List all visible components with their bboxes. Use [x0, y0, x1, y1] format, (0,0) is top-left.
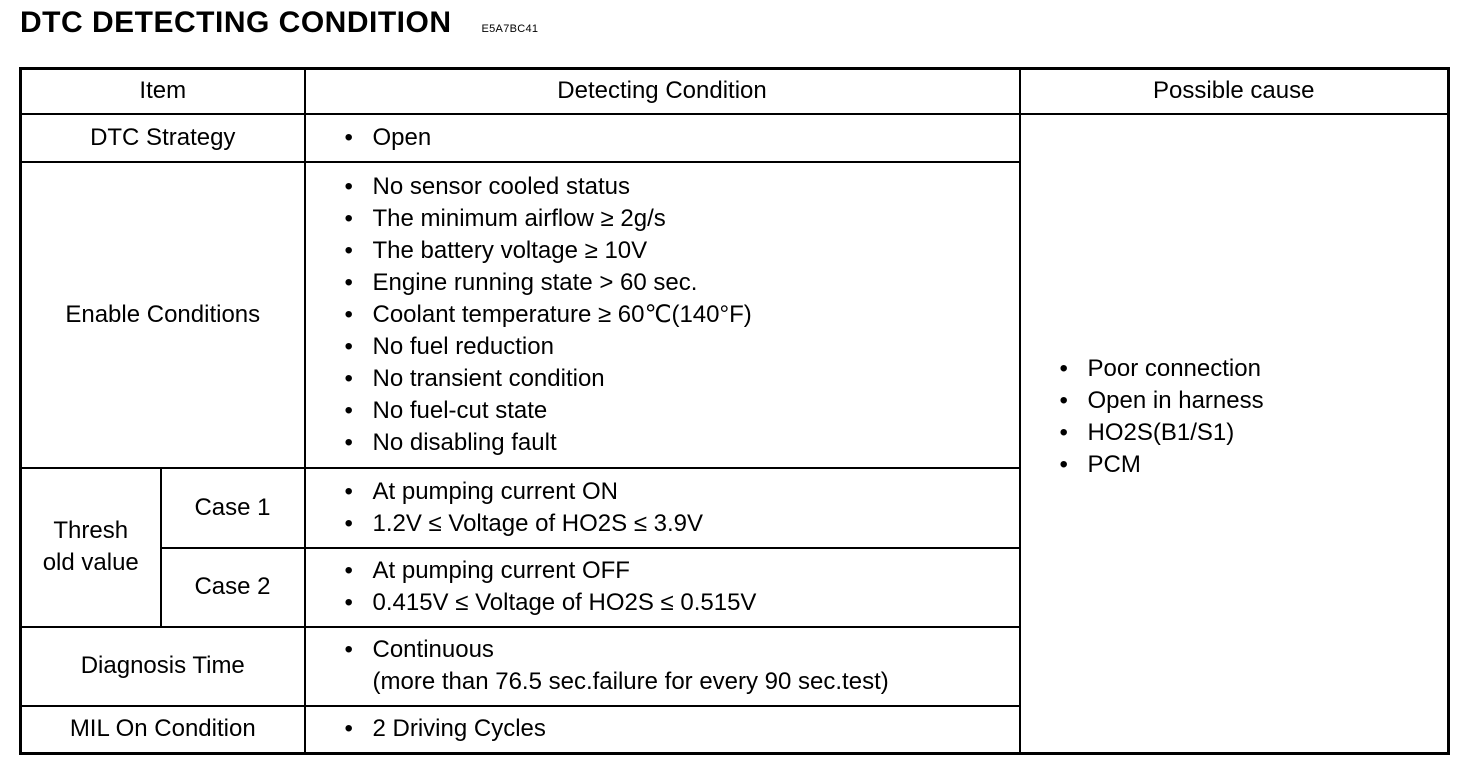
case-2-label: Case 2	[161, 548, 305, 627]
dtc-condition-table	[19, 67, 1450, 755]
case-2-conditions	[305, 548, 1020, 627]
column-header-item: Item	[21, 69, 305, 114]
list-item: • The minimum airflow ≥ 2g/s	[343, 203, 1019, 235]
column-header-possible-cause: Possible cause	[1020, 69, 1449, 114]
row-label-threshold-value	[21, 468, 161, 627]
case-1-label: Case 1	[161, 468, 305, 548]
case-1-conditions	[305, 468, 1020, 548]
page-title: DTC DETECTING CONDITION	[20, 6, 452, 39]
table-row	[21, 114, 1449, 162]
row-label-diagnosis-time: Diagnosis Time	[21, 627, 305, 706]
list-item: • Open	[343, 122, 1019, 154]
page-header	[20, 6, 538, 46]
document-code: E5A7BC41	[481, 23, 539, 35]
diagnosis-time-note: (more than 76.5 sec.failure for every 90 sec.test)	[372, 668, 889, 695]
list-item: • The battery voltage ≥ 10V	[343, 235, 1019, 267]
row-label-mil-on-condition: MIL On Condition	[21, 706, 305, 754]
list-item: • No fuel reduction	[343, 331, 1019, 363]
table-header-row	[21, 69, 1449, 114]
list-item: • No disabling fault	[343, 427, 1019, 459]
list-item: • Continuous	[343, 634, 1019, 666]
list-item: • No fuel-cut state	[343, 395, 1019, 427]
list-item: • Poor connection	[1058, 353, 1448, 385]
threshold-label-line2: old value	[42, 549, 139, 576]
row-label-enable-conditions: Enable Conditions	[21, 162, 305, 468]
list-item: • 1.2V ≤ Voltage of HO2S ≤ 3.9V	[343, 508, 1019, 540]
list-item: • Engine running state > 60 sec.	[343, 267, 1019, 299]
diagnosis-time-conditions	[305, 627, 1020, 706]
list-item: • No transient condition	[343, 363, 1019, 395]
list-item: • Open in harness	[1058, 385, 1448, 417]
threshold-label-line1: Thresh	[53, 517, 129, 544]
column-header-detecting-condition: Detecting Condition	[305, 69, 1020, 114]
list-item: • HO2S(B1/S1)	[1058, 417, 1448, 449]
list-item: • Coolant temperature ≥ 60℃(140°F)	[343, 299, 1019, 331]
list-item: • No sensor cooled status	[343, 171, 1019, 203]
list-item: • PCM	[1058, 449, 1448, 481]
list-item: • At pumping current OFF	[343, 555, 1019, 587]
list-item: • At pumping current ON	[343, 476, 1019, 508]
list-item: • 2 Driving Cycles	[343, 713, 1019, 745]
possible-cause-cell	[1020, 114, 1449, 754]
mil-on-condition-conditions	[305, 706, 1020, 754]
dtc-strategy-conditions	[305, 114, 1020, 162]
list-item: • 0.415V ≤ Voltage of HO2S ≤ 0.515V	[343, 587, 1019, 619]
enable-conditions-list	[305, 162, 1020, 468]
row-label-dtc-strategy: DTC Strategy	[21, 114, 305, 162]
